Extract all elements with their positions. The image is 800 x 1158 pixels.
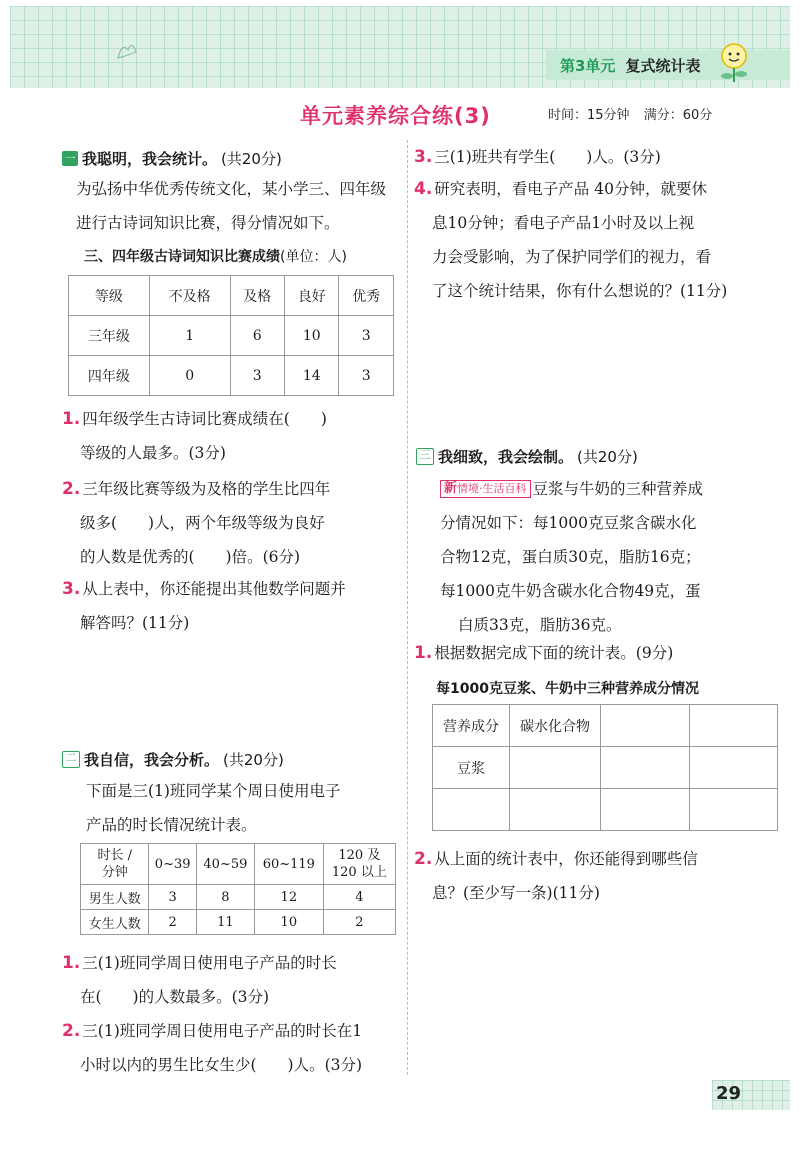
section1-score: (共20分) [221, 150, 282, 168]
blank-cell[interactable] [433, 789, 510, 831]
table-row [433, 747, 778, 789]
section3-question1 [414, 636, 784, 670]
context-tag [440, 480, 531, 498]
blank-cell[interactable] [510, 789, 601, 831]
table-cell: 豆浆 [433, 747, 510, 789]
table-header-cell: 等级 [69, 276, 150, 316]
section1-badge: 一 [62, 151, 78, 166]
page-number-tab [712, 1080, 790, 1110]
sun-flower-icon [712, 40, 756, 84]
table-header-cell: 及格 [230, 276, 284, 316]
table1-caption [84, 246, 347, 266]
table-header-cell: 良好 [285, 276, 339, 316]
table-header-row [69, 276, 394, 316]
table-header-cell: 优秀 [339, 276, 394, 316]
question-number: 2. [62, 479, 81, 499]
table-row [81, 910, 396, 935]
header-line: 120 及 [338, 848, 381, 863]
table-cell: 11 [196, 910, 254, 935]
question-text: 研究表明，看电子产品 40分钟，就要休 [434, 180, 707, 198]
header-line: 120 以上 [331, 865, 387, 880]
table-row [69, 356, 394, 396]
section2-title: 我自信，我会分析。 [84, 751, 220, 769]
competition-table [68, 275, 394, 396]
intro-line: 分情况如下：每1000克豆浆含碳水化 [440, 514, 697, 532]
section3-score: (共20分) [577, 448, 638, 466]
table-cell: 男生人数 [81, 885, 149, 910]
blank-cell[interactable] [510, 747, 601, 789]
table-row [69, 316, 394, 356]
question-text: 息？(至少写一条)(11分) [432, 884, 600, 902]
screen-time-table [80, 843, 396, 935]
section1-intro: 为弘扬中华优秀传统文化，某小学三、四年级进行古诗词知识比赛，得分情况如下。 [76, 180, 387, 232]
table-cell: 14 [285, 356, 339, 396]
section3-intro [440, 472, 790, 642]
section1-question3 [62, 572, 402, 640]
page-number: 29 [716, 1083, 742, 1104]
table-cell: 0 [149, 356, 230, 396]
table1-caption-text: 三、四年级古诗词知识比赛成绩 [84, 249, 280, 265]
section3-heading [416, 446, 638, 467]
table-cell: 女生人数 [81, 910, 149, 935]
question-number: 1. [62, 953, 81, 973]
question-text: 力会受影响，为了保护同学们的视力，看 [432, 248, 712, 266]
table-header-row [433, 705, 778, 747]
table-cell: 8 [196, 885, 254, 910]
nutrition-table [432, 704, 778, 831]
table-cell: 4 [323, 885, 395, 910]
header-line: 时长 / [97, 848, 132, 863]
intro-line: 白质33克，脂肪36克。 [458, 616, 622, 634]
question-text: 了这个统计结果，你有什么想说的？(11分) [432, 282, 728, 300]
question-text: 等级的人最多。(3分) [80, 444, 226, 462]
intro-line: 下面是三(1)班同学某个周日使用电子 [86, 782, 341, 800]
question-number: 2. [62, 1021, 81, 1041]
table-header-cell [323, 844, 395, 885]
question-text: 从上表中，你还能提出其他数学问题并 [82, 580, 346, 598]
table-cell: 1 [149, 316, 230, 356]
table-cell: 10 [254, 910, 323, 935]
unit-label: 第3单元 [560, 56, 616, 75]
intro-line: 产品的时长情况统计表。 [86, 816, 257, 834]
exam-meta [548, 104, 722, 123]
question-text: 在( )的人数最多。(3分) [80, 988, 270, 1006]
page-title: 单元素养综合练(3) [300, 104, 491, 128]
table-header-cell: 40~59 [196, 844, 254, 885]
question-number: 1. [62, 409, 81, 429]
question-text: 根据数据完成下面的统计表。(9分) [434, 644, 674, 662]
question-text: 息10分钟；看电子产品1小时及以上视 [432, 214, 695, 232]
blank-cell[interactable] [601, 747, 690, 789]
question-number: 3. [414, 147, 433, 167]
table-header-row [81, 844, 396, 885]
blank-cell[interactable] [689, 747, 778, 789]
table-cell: 3 [339, 316, 394, 356]
section1-title: 我聪明，我会统计。 [82, 150, 218, 168]
section3-badge: 三 [416, 448, 434, 465]
table-cell: 四年级 [69, 356, 150, 396]
table-cell: 10 [285, 316, 339, 356]
question-number: 4. [414, 179, 433, 199]
table-cell: 2 [323, 910, 395, 935]
table-row [433, 789, 778, 831]
intro-line: 合物12克，蛋白质30克，脂肪16克； [440, 548, 701, 566]
blank-cell[interactable] [689, 789, 778, 831]
table-cell: 三年级 [69, 316, 150, 356]
question-text: 四年级学生古诗词比赛成绩在( ) [82, 410, 327, 428]
question-number: 2. [414, 849, 433, 869]
section1-question2 [62, 472, 402, 574]
section2-score: (共20分) [223, 751, 284, 769]
table3-caption: 每1000克豆浆、牛奶中三种营养成分情况 [436, 681, 699, 697]
flower-icon [112, 38, 142, 64]
table1-unit: (单位：人) [280, 249, 347, 265]
table-header-cell: 碳水化合物 [510, 705, 601, 747]
table-header-cell: 0~39 [149, 844, 196, 885]
header-line: 分钟 [101, 865, 128, 880]
column-divider [407, 140, 408, 1075]
table-row [81, 885, 396, 910]
intro-line: 每1000克牛奶含碳水化合物49克，蛋 [440, 582, 701, 600]
tag-label: 情境·生活百科 [457, 482, 527, 495]
section2-heading [62, 749, 284, 770]
question-text: 解答吗？(11分) [80, 614, 190, 632]
question-text: 小时以内的男生比女生少( )人。(3分) [80, 1056, 363, 1074]
section2-question3 [414, 140, 784, 174]
question-text: 的人数是优秀的( )倍。(6分) [80, 548, 301, 566]
section2-question2 [62, 1014, 402, 1082]
section2-badge: 二 [62, 751, 80, 768]
table-header-cell: 不及格 [149, 276, 230, 316]
time-limit: 时间：15分钟 [548, 108, 630, 123]
question-text: 三(1)班共有学生( )人。(3分) [434, 148, 661, 166]
table-cell: 3 [149, 885, 196, 910]
table-cell: 12 [254, 885, 323, 910]
section1-question1 [62, 402, 402, 470]
section1-heading [62, 148, 282, 169]
section2-question4 [414, 172, 784, 308]
table-cell: 3 [339, 356, 394, 396]
full-score: 满分：60分 [643, 108, 713, 123]
unit-topic: 复式统计表 [625, 56, 701, 75]
section3-title: 我细致，我会绘制。 [438, 448, 574, 466]
question-text: 三(1)班同学周日使用电子产品的时长 [82, 954, 337, 972]
question-text: 三(1)班同学周日使用电子产品的时长在1 [82, 1022, 363, 1040]
table-cell: 6 [230, 316, 284, 356]
table-header-cell: 60~119 [254, 844, 323, 885]
intro-line: 豆浆与牛奶的三种营养成 [532, 480, 704, 498]
table-cell: 3 [230, 356, 284, 396]
blank-cell[interactable] [601, 705, 690, 747]
section2-question1 [62, 946, 402, 1014]
question-number: 1. [414, 643, 433, 663]
table-cell: 2 [149, 910, 196, 935]
section3-question2 [414, 842, 784, 910]
section2-intro [86, 774, 402, 842]
question-number: 3. [62, 579, 81, 599]
question-text: 级多( )人，两个年级等级为良好 [80, 514, 325, 532]
question-text: 三年级比赛等级为及格的学生比四年 [82, 480, 331, 498]
blank-cell[interactable] [601, 789, 690, 831]
table-header-cell: 营养成分 [433, 705, 510, 747]
table-header-cell [81, 844, 149, 885]
blank-cell[interactable] [689, 705, 778, 747]
tag-new: 新 [444, 481, 458, 496]
question-text: 从上面的统计表中，你还能得到哪些信 [434, 850, 698, 868]
